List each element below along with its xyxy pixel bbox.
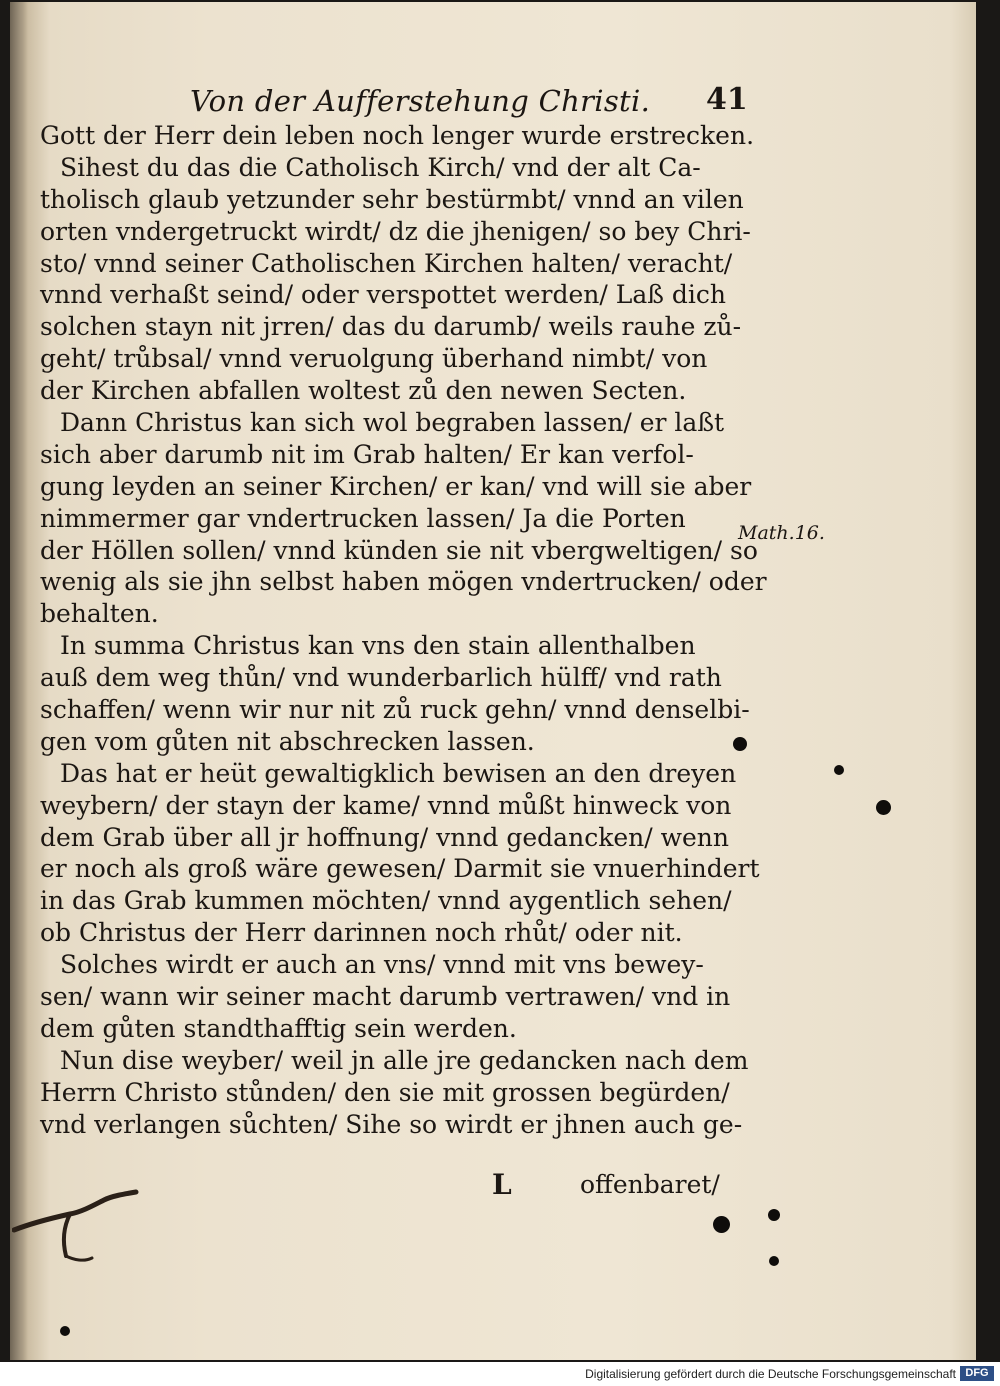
ink-spot [713,1216,730,1233]
text-line: er noch als groß wäre gewesen/ Darmit sie vnuerhindert [40,854,760,884]
ink-spot [834,765,844,775]
text-line: sto/ vnnd seiner Catholischen Kirchen halten/ veracht/ [40,248,733,278]
running-head: Von der Aufferstehung Christi. [190,84,651,118]
text-line: Nun dise weyber/ weil jn alle jre gedancken nach dem [60,1045,749,1075]
margin-note: Math.16. [738,522,825,544]
text-line: gung leyden an seiner Kirchen/ er kan/ vnd will sie aber [40,471,752,501]
text-line: sich aber darumb nit im Grab halten/ Er kan verfol- [40,439,694,469]
text-line: gen vom gůten nit abschrecken lassen. [40,726,535,756]
dfg-logo: DFG [960,1366,994,1381]
text-line: Sihest du das die Catholisch Kirch/ vnd der alt Ca- [60,152,701,182]
text-line: In summa Christus kan vns den stain allenthalben [60,631,696,661]
text-line: tholisch glaub yetzunder sehr bestürmbt/ vnnd an vilen [40,184,744,214]
text-line: vnnd verhaßt seind/ oder verspottet werden/ Laß dich [40,280,726,310]
ink-spot [769,1256,779,1266]
text-line: sen/ wann wir seiner macht darumb vertrawen/ vnd in [40,982,731,1012]
text-line: wenig als sie jhn selbst haben mögen vndertrucken/ oder [40,567,767,597]
ink-spot [733,737,747,751]
text-line: ob Christus der Herr darinnen noch rhůt/ oder nit. [40,918,683,948]
text-line: der Kirchen abfallen woltest zů den newen Secten. [40,376,687,406]
text-line: Dann Christus kan sich wol begraben lassen/ er laßt [60,408,725,438]
ink-spot [60,1326,70,1336]
body-text [20,120,767,1141]
catchword: offenbaret/ [580,1170,720,1199]
text-line: Gott der Herr dein leben noch lenger wurde erstrecken. [40,121,755,150]
text-line: Das hat er heüt gewaltigklich bewisen an den dreyen [60,758,737,788]
text-line: orten vndergetruckt wirdt/ dz die jhenigen/ so bey Chri- [40,216,751,246]
text-line: Herrn Christo stůnden/ den sie mit grossen begürden/ [40,1077,730,1107]
text-line: dem Grab über all jr hoffnung/ vnnd gedancken/ wenn [40,822,730,852]
text-line: solchen stayn nit jrren/ das du darumb/ weils rauhe zů- [40,312,742,342]
text-line: behalten. [40,599,159,629]
signature-mark: L [492,1168,512,1201]
text-line: geht/ trůbsal/ vnnd veruolgung überhand nimbt/ von [40,344,708,374]
text-line: vnd verlangen sůchten/ Sihe so wirdt er jhnen auch ge- [40,1109,743,1139]
text-line: schaffen/ wenn wir nur nit zů ruck gehn/ vnnd denselbi- [40,695,750,725]
funding-credit: Digitalisierung gefördert durch die Deutsche Forschungsgemeinschaft [585,1367,956,1381]
ink-spot [768,1209,780,1221]
ink-spot [876,800,891,815]
text-line: nimmermer gar vndertrucken lassen/ Ja die Porten [40,503,686,533]
text-line: der Höllen sollen/ vnnd künden sie nit vbergweltigen/ so [40,535,758,565]
text-line: in das Grab kummen möchten/ vnnd aygentlich sehen/ [40,886,732,916]
page-number: 41 [706,82,748,117]
text-line: weybern/ der stayn der kame/ vnnd můßt hinweck von [40,790,732,820]
text-line: dem gůten standthafftig sein werden. [40,1013,517,1043]
ink-stain [12,1178,142,1268]
text-line: Solches wirdt er auch an vns/ vnnd mit vns bewey- [60,950,704,980]
text-line: auß dem weg thůn/ vnd wunderbarlich hülff/ vnd rath [40,663,722,693]
